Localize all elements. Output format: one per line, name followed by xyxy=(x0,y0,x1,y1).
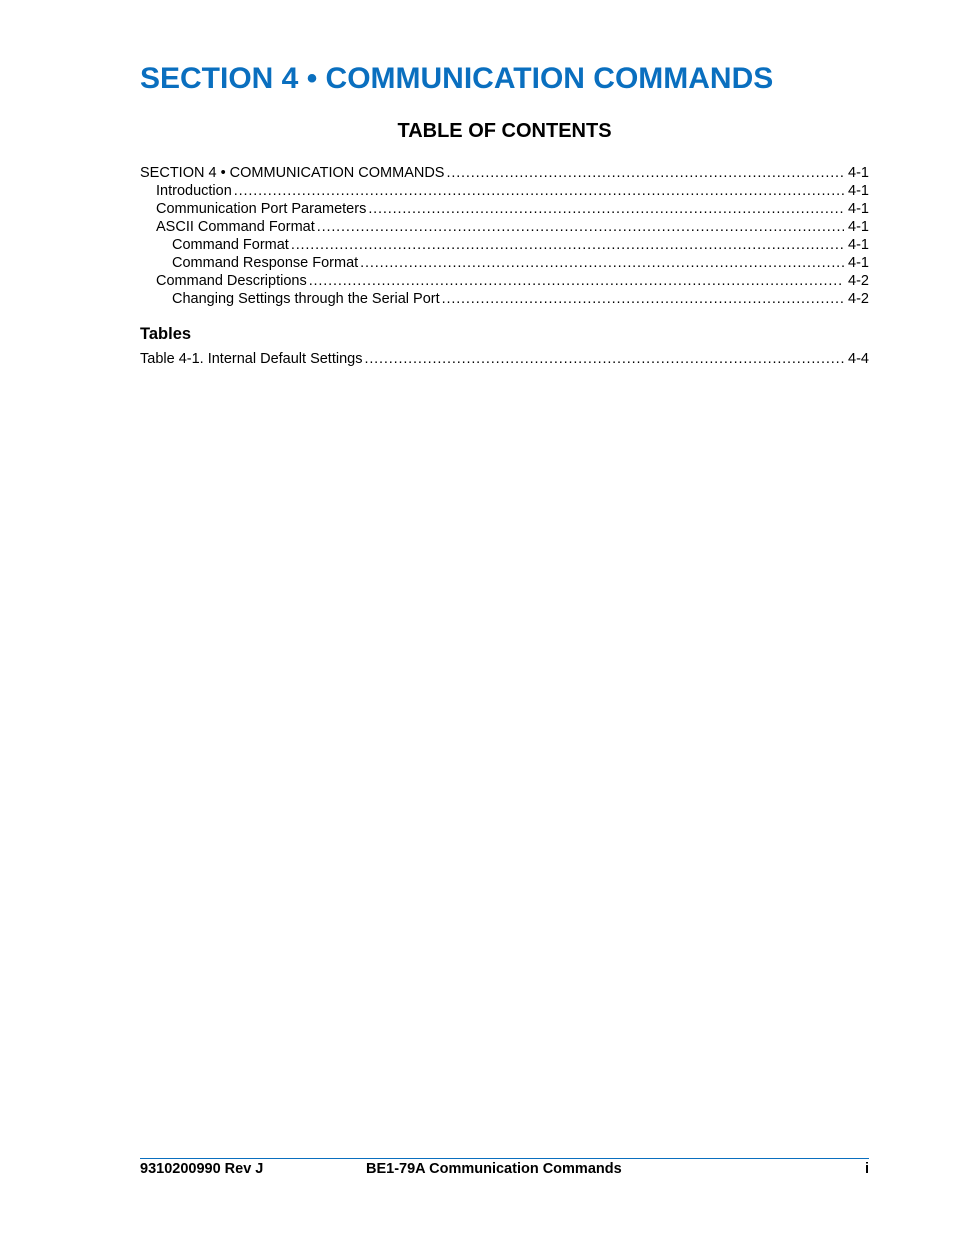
toc-entry-title: Communication Port Parameters xyxy=(156,201,367,217)
toc-entry-page: 4-1 xyxy=(848,255,869,271)
toc-dot-leader xyxy=(360,254,844,272)
toc-entry-title: Table 4-1. Internal Default Settings xyxy=(140,351,363,367)
toc-dot-leader xyxy=(368,200,844,218)
toc-entry-page: 4-4 xyxy=(848,351,869,367)
toc-entry-title: Command Format xyxy=(172,237,289,253)
toc-entry-page: 4-1 xyxy=(848,237,869,253)
list-of-tables xyxy=(140,350,869,368)
footer-page-number: i xyxy=(864,1161,869,1177)
toc-heading: TABLE OF CONTENTS xyxy=(397,120,612,142)
toc-dot-leader xyxy=(442,290,844,308)
toc-entry-page: 4-1 xyxy=(848,201,869,217)
toc-entry-title: Command Descriptions xyxy=(156,273,307,289)
toc-entry-title: Command Response Format xyxy=(172,255,359,271)
toc-entry-title: SECTION 4 • COMMUNICATION COMMANDS xyxy=(140,165,445,181)
toc-entry-introduction[interactable] xyxy=(140,182,869,200)
toc-entry-title: Introduction xyxy=(156,183,232,199)
toc-entry-command-descriptions[interactable] xyxy=(140,272,869,290)
footer-doc-title: BE1-79A Communication Commands xyxy=(366,1161,622,1177)
toc-dot-leader xyxy=(234,182,844,200)
toc-entry-communication-port-parameters[interactable] xyxy=(140,200,869,218)
toc-dot-leader xyxy=(446,164,844,182)
toc-dot-leader xyxy=(291,236,844,254)
toc-entry-page: 4-1 xyxy=(848,183,869,199)
table-of-contents xyxy=(140,164,869,308)
toc-entry-section-4[interactable] xyxy=(140,164,869,182)
toc-entry-command-response-format[interactable] xyxy=(140,254,869,272)
toc-entry-title: Changing Settings through the Serial Port xyxy=(172,291,440,307)
toc-entry-ascii-command-format[interactable] xyxy=(140,218,869,236)
toc-entry-changing-settings[interactable] xyxy=(140,290,869,308)
toc-entry-page: 4-2 xyxy=(848,273,869,289)
toc-entry-title: ASCII Command Format xyxy=(156,219,315,235)
toc-entry-command-format[interactable] xyxy=(140,236,869,254)
toc-dot-leader xyxy=(317,218,844,236)
page-footer xyxy=(140,1160,869,1178)
toc-entry-page: 4-1 xyxy=(848,219,869,235)
toc-dot-leader xyxy=(364,350,844,368)
toc-dot-leader xyxy=(309,272,844,290)
toc-entry-page: 4-2 xyxy=(848,291,869,307)
toc-entry-table-4-1[interactable] xyxy=(140,350,869,368)
footer-divider xyxy=(140,1158,869,1159)
tables-heading: Tables xyxy=(140,325,192,343)
section-title: SECTION 4 • COMMUNICATION COMMANDS xyxy=(140,62,774,95)
footer-doc-number: 9310200990 Rev J xyxy=(140,1161,264,1177)
toc-entry-page: 4-1 xyxy=(848,165,869,181)
